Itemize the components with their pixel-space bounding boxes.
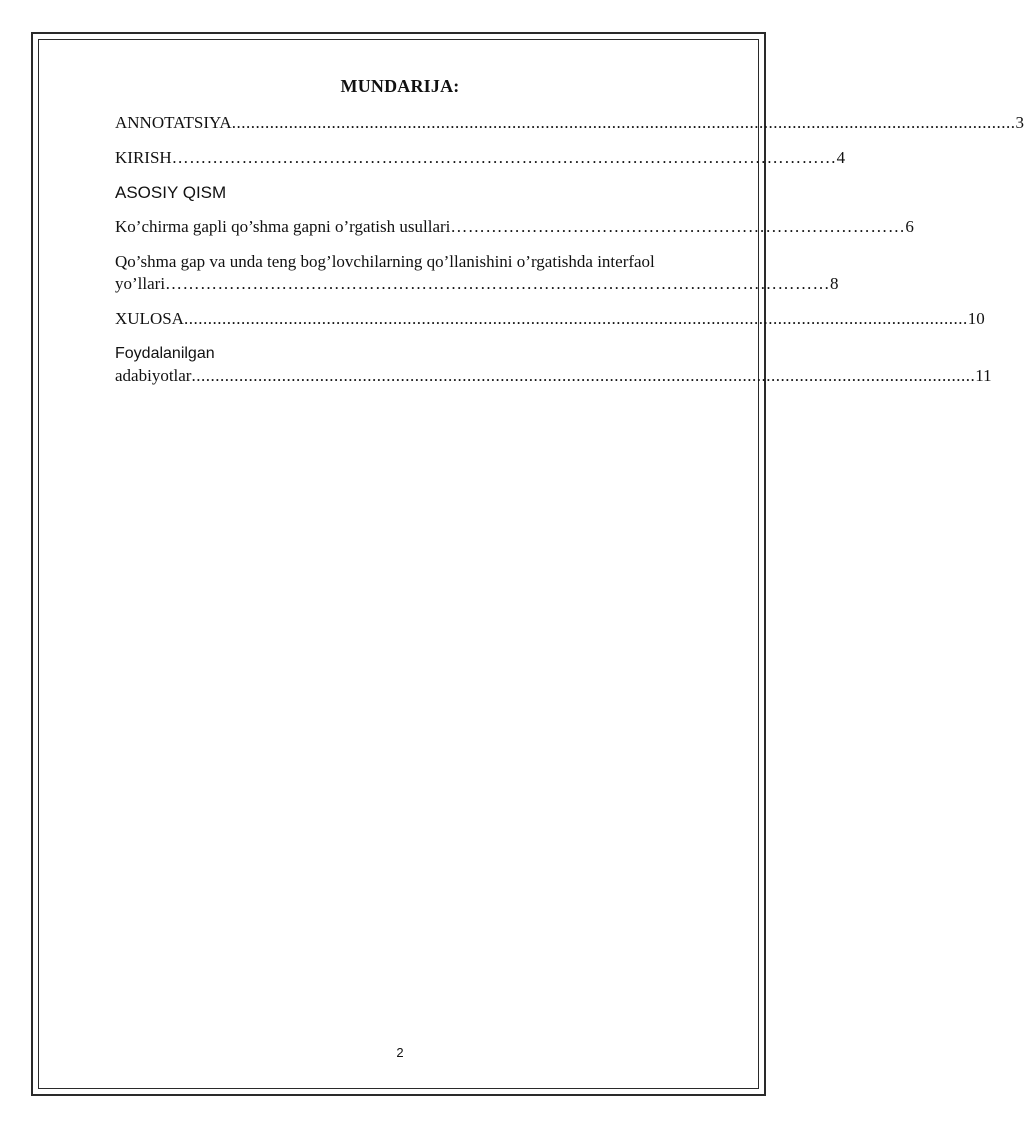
toc-entry-label: Ko’chirma gapli qo’shma gapni o’rgatish usullari	[115, 217, 451, 236]
toc-section-heading: ASOSIY QISM	[115, 183, 227, 202]
toc-entry-annotatsiya	[115, 112, 1024, 134]
toc-entry-label-line1: Qo’shma gap va unda teng bog’lovchilarning qo’llanishini o’rgatishda interfaol	[115, 252, 655, 271]
toc-entry-page: 11	[975, 366, 992, 385]
toc-entry-kirish	[115, 147, 846, 169]
toc-entry-page: 6	[905, 217, 914, 236]
toc-leader-dots: ……………………………………………………………………	[450, 217, 906, 236]
toc-entry-qoshma-gap	[115, 251, 839, 295]
toc-entry-page: 8	[830, 274, 839, 293]
toc-leader-dots: ……………………………………………………………………………………………………	[165, 274, 831, 293]
toc-entry-xulosa	[115, 308, 985, 330]
toc-entry-foydalanilgan	[115, 343, 992, 387]
toc-entry-kochirma	[115, 216, 914, 238]
page-number: 2	[396, 1045, 404, 1060]
toc-leader-dots: .....................................................................................................................................................................	[183, 309, 968, 328]
toc-entry-label: yo’llari	[115, 274, 166, 293]
toc-leader-dots: .....................................................................................................................................................................	[191, 366, 976, 385]
toc-entry-line2	[115, 365, 992, 387]
toc-entry-page: 4	[836, 148, 846, 167]
toc-title: MUNDARIJA:	[340, 76, 460, 96]
toc-entry-line2	[115, 273, 839, 295]
table-of-contents	[115, 112, 1024, 400]
toc-entry-page: 10	[967, 309, 985, 328]
toc-entry-page: 3	[1015, 113, 1024, 132]
toc-entry-label: KIRISH	[115, 148, 172, 167]
toc-leader-dots: ……………………………………………………………………………………………………	[171, 148, 837, 167]
toc-entry-label: ANNOTATSIYA	[115, 113, 232, 132]
toc-entry-label: adabiyotlar	[115, 366, 192, 385]
toc-leader-dots: .....................................................................................................................................................................	[231, 113, 1016, 132]
toc-entry-label: XULOSA	[115, 309, 184, 328]
toc-entry-label-line1: Foydalanilgan	[115, 345, 215, 362]
